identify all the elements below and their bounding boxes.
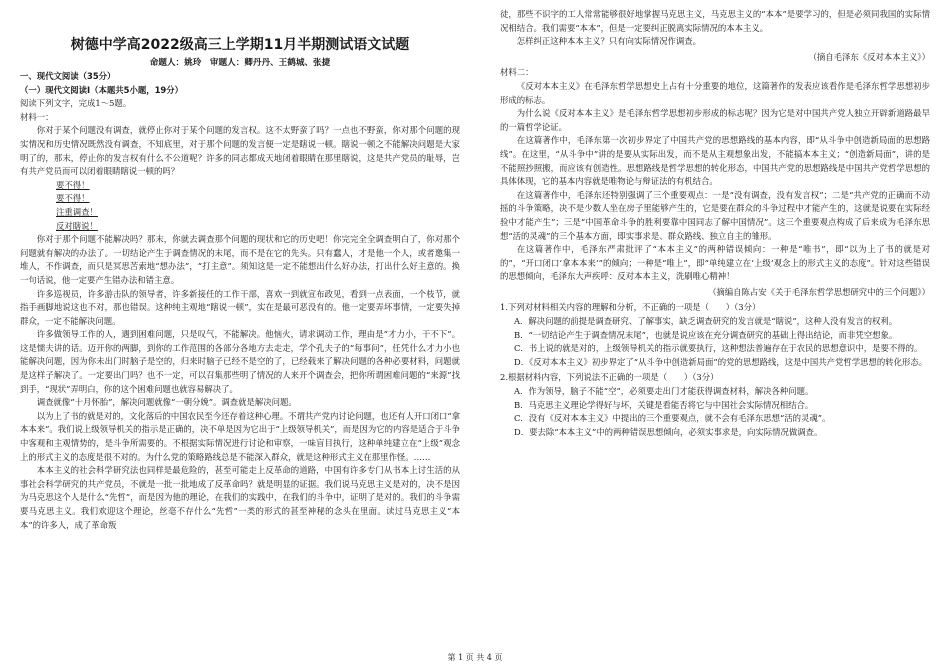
paragraph: 调查就像“十月怀胎”，解决问题就像“一朝分娩”。调查就是解决问题。 [36,397,297,408]
paragraph: 许多做领导工作的人，遇到困难问题，只是叹气，不能解决。他恼火，请求调动工作，理由是“才力小，干不下”。这是懦夫讲的话。迈开你的两脚，到你的工作范围的各部分各地方去走走，学个孔夫子的“每事问”，任凭什么才力小也能解决问题，因为你未出门时脑子是空的，归来时脑子已经不是空的了，已经载来了解决问题的各种必要材料，问题就是这样子解决了。一定要出门吗？也不一定，可以召集那些明了情况的人来开个调查会，把你所谓困难问题的“来源”找到手，“现状”弄明白，你的这个困难问题也就容易解决了。 [20,329,460,394]
page-footer: 第 1 页 共 4 页 [447,653,503,662]
question-1-option-b: B．“一切结论产生于调查情况末尾”，也就是说应该在充分调查研究的基础上得出结论，而非凭空想象。 [514,329,898,340]
short-line: 要不得！ [56,179,90,190]
paragraph: 在这篇著作中，毛泽东还特别强调了三个重要观点：一是“没有调查，没有发言权”；二是“共产党的正确而不动摇的斗争策略，决不是少数人坐在房子里能够产生的，它是要在群众的斗争过程中才能产生的，这就是说要在实际经验中才能产生”；三是“中国革命斗争的胜利要靠中国同志了解中国情况”。这三个重要观点构成了后来成为毛泽东思想“活的灵魂”的三个基本方面，即实事求是、群众路线、独立自主的雏形。 [500,189,930,241]
material-label: 材料一： [20,111,54,122]
question-1-option-a: A．解决问题的前提是调查研究、了解事实，缺乏调查研究的发言就是“瞎说”，这种人没有发言的权利。 [514,316,898,327]
subsection-heading: （一）现代文阅读Ⅰ（本题共5小题，19分） [20,84,183,95]
question-2-stem: 2.根据材料内容，下列说法不正确的一项是（ ）（3分） [500,372,719,383]
paragraph: 在这篇著作中，毛泽东严肃批评了“本本主义”的两种错误倾向：一种是“唯书”，即“以为上了书的就是对的”，“开口闭口‘拿本本来’”的倾向；一种是“唯上”，即“单纯建立在‘上级’观念上的形式主义的态度”。针对这些错误的思想倾向，毛泽东大声疾呼：反对本本主义，洗刷唯心精神！ [500,244,930,282]
paragraph: 本本主义的社会科学研究法也同样是最危险的，甚至可能走上反革命的道路，中国有许多专门从书本上讨生活的从事社会科学研究的共产党员，不就是一批一批地成了反革命吗？就是明显的证据。我们说马克思主义是对的，决不是因为马克思这个人是什么“先哲”，而是因为他的理论，在我们的实践中，在我们的斗争中，证明了是对的。我们的斗争需要马克思主义。我们欢迎这个理论，丝毫不存什么“先哲”一类的形式的甚至神秘的念头在里面。读过马克思主义“本本”的许多人，成了革命叛 [20,465,460,530]
question-2-option-b: B．马克思主义理论学得好与坏，关键是看能否将它与中国社会实际情况相结合。 [514,399,814,410]
right-column [500,8,930,439]
question-1-option-d: D．《反对本本主义》初步界定了“从斗争中创造新局面”的党的思想路线，这是中国共产党哲学思想的转化形态。 [514,356,928,367]
paragraph: 以为上了书的就是对的，文化落后的中国农民至今还存着这种心理。不谓共产党内讨论问题，也还有人开口闭口“拿本本来”。我们说上级领导机关的指示是正确的，决不单是因为它出于“上级领导机关”，而是因为它的内容是适合于斗争中客观和主观情势的，是斗争所需要的。不根据实际情况进行讨论和审察，一味盲目执行，这种单纯建立在“上级”观念上的形式主义的态度是很不对的。为什么党的策略路线总是不能深入群众，就是这种形式主义在那里作怪。…… [20,410,460,462]
source-citation: （摘自毛泽东《反对本本主义》） [808,51,930,62]
paragraph: 《反对本本主义》在毛泽东哲学思想史上占有十分重要的地位，这篇著作的发表应该看作是毛泽东哲学思想初步形成的标志。 [500,80,930,105]
short-line: 注重调查！ [56,206,98,217]
question-2-option-d: D．要去除“本本主义”中的两种错误思想倾向，必须实事求是，向实际情况做调查。 [514,426,823,437]
paragraph: 为什么说《反对本本主义》是毛泽东哲学思想初步形成的标志呢？因为它是对中国共产党人独立开辟新道路最早的一篇哲学论证。 [500,108,930,132]
question-1-option-c: C．书上说的就是对的，上级领导机关的指示就要执行，这种想法普遍存在于农民的思想意识中，是要不得的。 [514,343,923,354]
instruction: 阅读下列文字，完成1～5题。 [20,98,132,109]
short-line: 要不得！ [56,193,90,204]
paragraph: 在这篇著作中，毛泽东第一次初步界定了中国共产党的思想路线的基本内容，即“从斗争中创造新局面的思想路线”。在这里，“从斗争中”讲的是要从实际出发，而不是从主观想象出发，不能搞本本主义；“创造新局面”，讲的是不能照抄照搬，而应该有创造性。思想路线是哲学思想的转化形态，中国共产党的思想路线是中国共产党哲学思想的具体体现，它的基本内容就是唯物论与辩证法的有机结合。 [500,135,930,187]
paragraph: 你对于那个问题不能解决吗？那末，你就去调查那个问题的现状和它的历史吧！你完完全全调查明白了，你对那个问题就有解决的办法了。一切结论产生于调查情况的末尾，而不是在它的先头。只有蠢人，才是他一个人，或者邀集一堆人，不作调查，而只是冥思苦索地“想办法”，“打主意”。须知这是一定不能想出什么好办法，打出什么好主意的。换一句话说，他一定要产生错办法和错主意。 [20,234,460,285]
paragraph: 徒，那些不识字的工人常常能够很好地掌握马克思主义，马克思主义的“本本”是要学习的，但是必须同我国的实际情况相结合。我们需要“本本”，但是一定要纠正脱离实际情况的本本主义。 [500,9,930,33]
page-title: 树德中学高2022级高三上学期11月半期测试语文试题 [70,37,410,53]
paragraph: 怎样纠正这种本本主义？只有向实际情况作调查。 [516,36,702,47]
short-line: 反对瞎说！ [56,220,98,231]
paragraph: 许多巡视员，许多游击队的领导者，许多新接任的工作干部，喜欢一到就宣布政见，看到一点表面，一个枝节，就指手画脚地说这也不对，那也错误。这种纯主观地“瞎说一顿”，实在是最可恶没有的。他一定要弄坏事情，一定要失掉群众，一定不能解决问题。 [20,288,460,326]
question-2-option-c: C．没有《反对本本主义》中提出的三个重要观点，就不会有毛泽东思想“活的灵魂”。 [514,413,831,424]
authors-line: 命题人：姚玲 审题人：卿丹丹、王鹤城、张捷 [149,58,331,68]
paragraph: 你对于某个问题没有调查，就停止你对于某个问题的发言权。这不太野蛮了吗？一点也不野蛮，你对那个问题的现实情况和历史情况既然没有调查，不知底里，对于那个问题的发言便一定是瞎说一顿。瞎说一顿之不能解决问题是大家明了的，那末，停止你的发言权有什么不公道呢？许多的同志都成天地闭着眼睛在那里瞎说，这是共产党员的耻辱，岂有共产党员而可以闭着眼睛瞎说一顿的吗？ [20,125,460,177]
material-label: 材料二： [500,67,534,78]
section-heading: 一、现代文阅读（35分） [20,71,116,81]
question-1-stem: 1.下列对材料相关内容的理解和分析，不正确的一项是（ ）（3分） [500,302,761,313]
question-2-option-a: A．作为领导，脑子不能“空”，必须要走出门才能获得调查材料，解决各种问题。 [514,386,814,397]
source-citation: （摘编自陈占安《关于毛泽东哲学思想研究中的三个问题》） [708,286,930,297]
left-column [20,8,460,532]
